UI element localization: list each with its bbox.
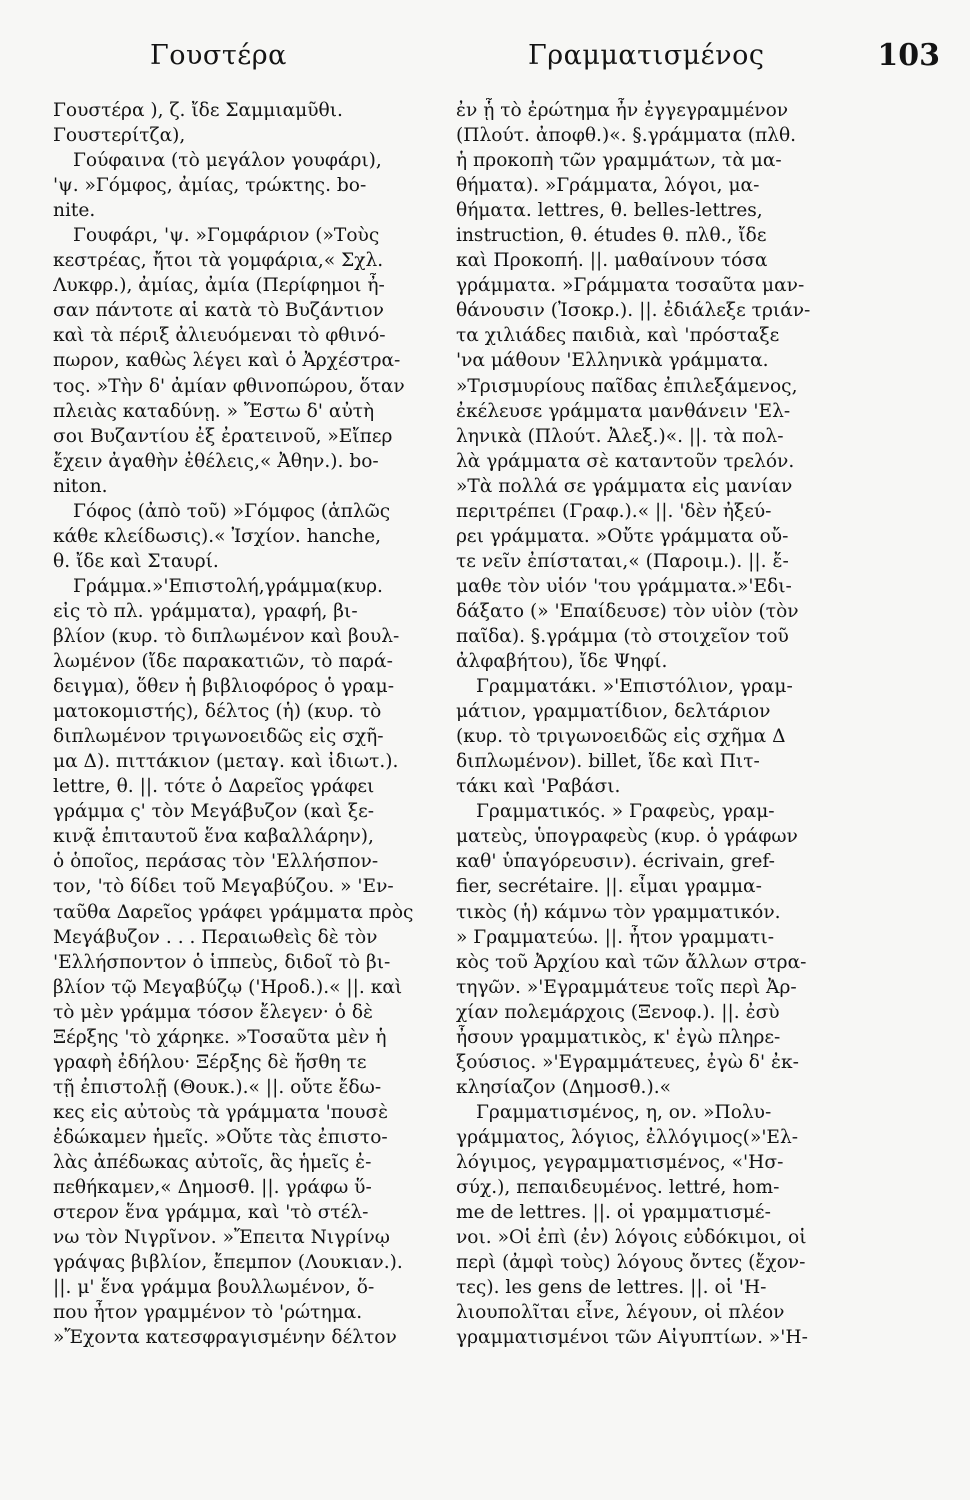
text-line: διπλωμένον τριγωνοειδῶς εἰς σχῆ- [53,726,384,748]
text-line: Γραμματάκι. »'Επιστόλιον, γραμ- [476,676,793,698]
text-line: τον, 'τὸ δίδει τοῦ Μεγαβύζου. » 'Εν- [53,876,394,898]
text-line: fier, secrétaire. ||. εἶμαι γραμμα- [456,876,762,898]
text-line: περιτρέπει (Γραφ.).« ||. 'δὲν ἠξεύ- [456,500,772,522]
text-line: (κυρ. τὸ τριγωνοειδῶς εἰς σχῆμα Δ [456,726,786,748]
text-line: εἰς τὸ πλ. γράμματα), γραφή, βι- [53,600,358,622]
text-line: δάξατο (» 'Επαίδευσε) τὸν υἱὸν (τὸν [456,600,799,622]
text-line: ἀλφαβήτου), ἴδε Ψηφί. [456,651,668,673]
text-line: διπλωμένον). billet, ἴδε καὶ Πιτ- [456,751,760,773]
text-line: ἐν ᾗ τὸ ἐρώτημα ἦν ἐγγεγραμμένον [456,100,789,121]
text-line: χίαν πολεμάρχοις (Ξενοφ.). ||. ἐσὺ [456,1001,780,1023]
text-line: τάκι καὶ 'Ραβάσι. [456,776,621,798]
text-line: » Γραμματεύω. ||. ἦτον γραμματι- [456,926,774,948]
text-line: γραμματισμένοι τῶν Αἰγυπτίων. »'Η- [456,1327,808,1349]
text-line: Γουστέρα ), ζ. ἴδε Σαμμιαμῦθι. [53,100,343,121]
text-line: 'Ελλήσποντον ὁ ἱππεὺς, διδοῖ τὸ βι- [53,951,391,973]
text-line: τε νεῖν ἐπίσταται,« (Παροιμ.). ||. ἔ- [456,550,789,572]
text-line: ἐδώκαμεν ἡμεῖς. »Οὔτε τὰς ἐπιστο- [53,1126,388,1148]
text-line: θάνουσιν (Ἰσοκρ.). ||. ἐδιάλεξε τριάν- [456,300,811,322]
text-line: μα Δ). πιττάκιον (μεταγ. καὶ ἰδιωτ.). [53,751,399,773]
text-line: κὸς τοῦ Ἀρχίου καὶ τῶν ἄλλων στρα- [456,951,807,973]
text-line: »Ἔχοντα κατεσφραγισμένην δέλτον [53,1327,397,1349]
text-line: μάτιον, γραμματίδιον, δελτάριον [456,701,771,723]
text-line: γραφὴ ἐδήλου· Ξέρξης δὲ ἥσθη τε [53,1051,367,1073]
left-column [53,98,435,1350]
text-line: me de lettres. ||. οἱ γραμματισμέ- [456,1202,771,1224]
text-line: λόγιμος, γεγραμματισμένος, «'Ησ- [456,1151,784,1173]
text-line: πεθήκαμεν,« Δημοσθ. ||. γράφω ὕ- [53,1177,372,1199]
text-line: βλίον τῷ Μεγαβύζῳ ('Ηροδ.).« ||. καὶ [53,976,403,998]
text-line: τῇ ἐπιστολῇ (Θουκ.).« ||. οὔτε ἔδω- [53,1076,382,1098]
text-line: niton. [53,475,108,497]
text-line: γράμματος, λόγιος, ἐλλόγιμος(»'Ελ- [456,1126,799,1148]
text-line: nite. [53,200,96,222]
text-line: γράμμα ς' τὸν Μεγάβυζον (καὶ ξε- [53,801,375,823]
left-running-head: Γουστέρα [150,40,287,71]
text-line: Λυκφρ.), ἀμίας, ἀμία (Περίφημοι ἦ- [53,275,385,297]
text-line: 'ψ. »Γόμφος, ἀμίας, τρώκτης. bo- [53,175,367,197]
text-line: μαθε τὸν υἱόν 'του γράμματα.»'Εδι- [456,575,792,597]
text-line: γράμματα. »Γράμματα τοσαῦτα μαν- [456,275,805,297]
text-line: ἐκέλευσε γράμματα μανθάνειν 'Ελ- [456,400,791,422]
text-line: δειγμα), ὅθεν ἡ βιβλιοφόρος ὁ γραμ- [53,676,395,698]
text-line: τα χιλιάδες παιδιὰ, καὶ 'πρόσταξε [456,325,780,347]
text-line: lettre, θ. ||. τότε ὁ Δαρεῖος γράφει [53,776,375,798]
text-line: instruction, θ. études θ. πλθ., ἴδε [456,225,767,247]
text-line: ματοκομιστής), δέλτος (ἡ) (κυρ. τὸ [53,701,382,723]
text-line: Γραμματικός. » Γραφεὺς, γραμ- [476,801,775,823]
text-line: σαν πάντοτε αἱ κατὰ τὸ Βυζάντιον [53,300,384,322]
text-line: σοι Βυζαντίου ἐξ ἐρατεινοῦ, »Εἴπερ [53,425,393,447]
page-header [30,40,940,90]
text-line: Γουφάρι, 'ψ. »Γομφάριον (»Τοὺς [73,225,380,247]
text-line: ἡ προκοπὴ τῶν γραμμάτων, τὰ μα- [456,150,782,172]
text-line: Γούφαινα (τὸ μεγάλον γουφάρι), [73,150,382,172]
text-line: τες). les gens de lettres. ||. οἱ 'Η- [456,1277,767,1299]
text-line: βλίον (κυρ. τὸ διπλωμένον καὶ βουλ- [53,625,400,647]
text-line: λωμένον (ἴδε παρακατιῶν, τὸ παρά- [53,651,393,673]
text-line: καὶ Προκοπή. ||. μαθαίνουν τόσα [456,250,768,272]
text-line: τὸ μὲν γράμμα τόσον ἔλεγεν· ὁ δὲ [53,1001,374,1023]
text-line: Γράμμα.»'Επιστολή,γράμμα(κυρ. [73,575,383,597]
text-line: παῖδα). §.γράμμα (τὸ στοιχεῖον τοῦ [456,625,789,647]
text-line: Γόφος (ἀπὸ τοῦ) »Γόμφος (ἁπλῶς [73,500,391,522]
text-line: θήματα). »Γράμματα, λόγοι, μα- [456,175,760,197]
text-line: πωρον, καθὼς λέγει καὶ ὁ Ἀρχέστρα- [53,350,401,372]
text-line: κάθε κλείδωσις).« Ἰσχίον. hanche, [53,525,382,547]
text-line: κινᾷ ἐπιταυτοῦ ἕνα καβαλλάρην), [53,826,374,848]
text-line: (Πλούτ. ἀποφθ.)«. §.γράμματα (πλθ. [456,125,797,147]
text-line: καθ' ὑπαγόρευσιν). écrivain, gref- [456,851,775,873]
text-line: »Τρισμυρίους παῖδας ἐπιλεξάμενος, [456,375,798,397]
text-line: που ἦτον γραμμένον τὸ 'ρώτημα. [53,1302,363,1324]
text-line: Γραμματισμένος, η, ον. »Πολυ- [476,1101,772,1123]
right-column [456,98,851,1350]
text-line: λὰ γράμματα σὲ καταντοῦν τρελόν. [456,450,795,472]
text-line: λὰς ἀπέδωκας αὐτοῖς, ἃς ἡμεῖς ἐ- [53,1151,372,1173]
text-line: Μεγάβυζον . . . Περαιωθεὶς δὲ τὸν [53,926,378,948]
text-line: τικὸς (ἡ) κάμνω τὸν γραμματικόν. [456,901,781,923]
text-line: περὶ (ἀμφὶ τοὺς) λόγους ὄντες (ἔχον- [456,1252,806,1274]
text-line: τος. »Τὴν δ' ἀμίαν φθινοπώρου, ὅταν [53,375,405,397]
text-line: ὁ ὁποῖος, περάσας τὸν 'Ελλήσπον- [53,851,379,873]
text-line: ||. μ' ἕνα γράμμα βουλλωμένον, ὅ- [53,1277,375,1299]
text-line: ἔχειν ἀγαθὴν ἐθέλεις,« Ἀθην.). bo- [53,450,379,472]
text-line: πλειὰς καταδύνῃ. » Ἔστω δ' αὐτὴ [53,400,375,422]
text-line: Ξέρξης 'τὸ χάρηκε. »Τοσαῦτα μὲν ἡ [53,1026,387,1048]
text-line: ἦσουν γραμματικὸς, κ' ἐγὼ πληρε- [456,1026,781,1048]
text-line: ξούσιος. »'Εγραμμάτευες, ἐγὼ δ' ἐκ- [456,1051,799,1073]
page-number: 103 [877,38,940,73]
text-line: τηγῶν. »'Εγραμμάτευε τοῖς περὶ Ἀρ- [456,976,797,998]
text-line: κες εἰς αὐτοὺς τὰ γράμματα 'πουσὲ [53,1101,389,1123]
text-line: καὶ τὰ πέριξ ἀλιευόμεναι τὸ φθινό- [53,325,386,347]
right-running-head: Γραμματισμένος [528,40,765,71]
text-line: γράψας βιβλίον, ἔπεμπον (Λουκιαν.). [53,1252,403,1274]
text-line: νω τὸν Νιγρῖνον. »Ἔπειτα Νιγρίνῳ [53,1227,390,1249]
text-line: ληνικὰ (Πλούτ. Ἀλεξ.)«. ||. τὰ πολ- [456,425,784,447]
text-line: »Τὰ πολλά σε γράμματα εἰς μανίαν [456,475,793,497]
text-line: στερον ἕνα γράμμα, καὶ 'τὸ στέλ- [53,1202,369,1224]
text-line: θ. ἴδε καὶ Σταυρί. [53,550,219,572]
text-line: κλησίαζον (Δημοσθ.).« [456,1076,672,1098]
text-line: ματεὺς, ὑπογραφεὺς (κυρ. ὁ γράφων [456,826,798,848]
text-line: σύχ.), πεπαιδευμένος. lettré, hom- [456,1177,780,1199]
text-line: Γουστερίτζα), [53,125,186,147]
text-line: 'να μάθουν 'Ελληνικὰ γράμματα. [456,350,769,372]
text-line: λιουπολῖται εἶνε, λέγουν, οἱ πλέον [456,1302,785,1324]
text-line: κεστρέας, ἤτοι τὰ γομφάρια,« Σχλ. [53,250,384,272]
text-line: ταῦθα Δαρεῖος γράφει γράμματα πρὸς [53,901,414,923]
text-line: θήματα. lettres, θ. belles-lettres, [456,200,763,222]
text-line: ρει γράμματα. »Οὔτε γράμματα οὔ- [456,525,789,547]
text-line: νοι. »Οἱ ἐπὶ (ἐν) λόγοις εὐδόκιμοι, οἱ [456,1227,807,1249]
